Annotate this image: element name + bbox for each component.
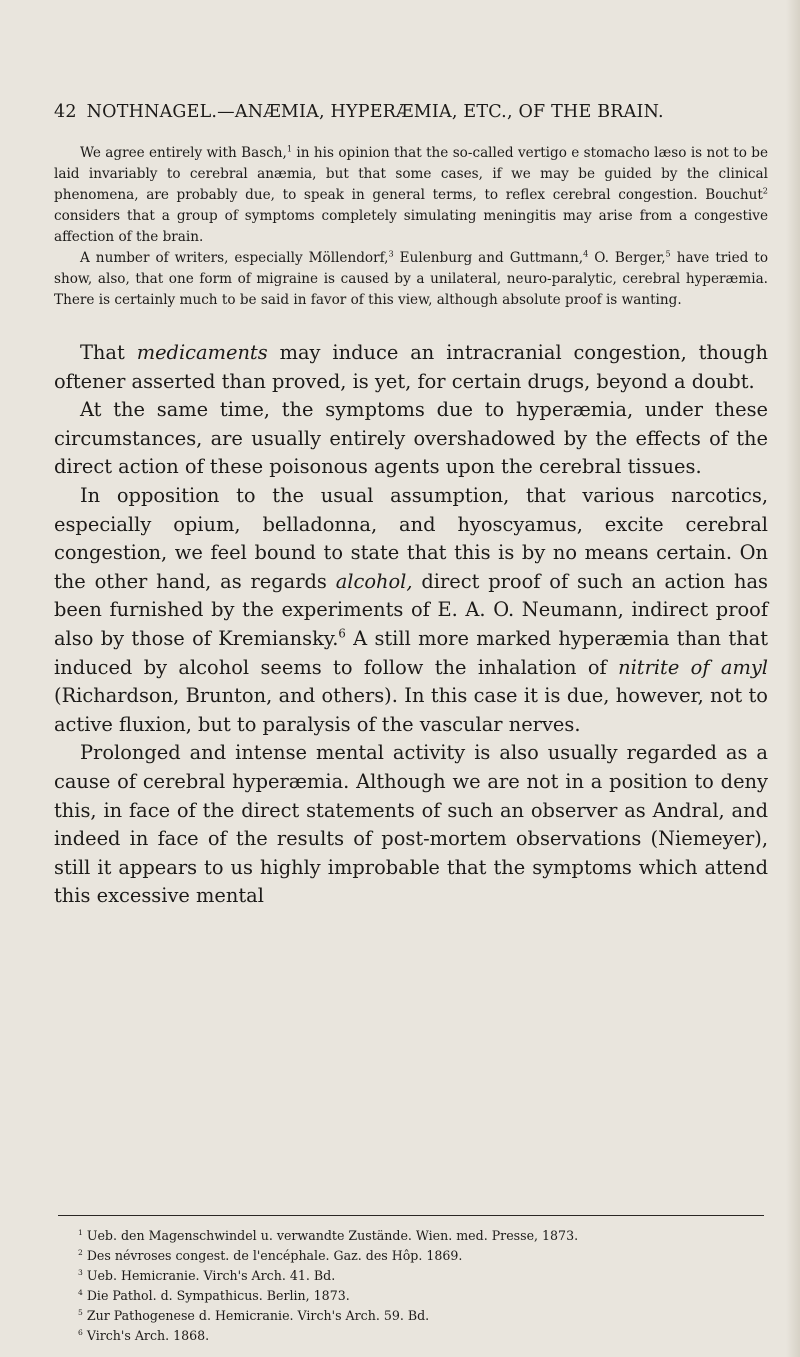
text-run: direct proof of such an action has been furnished by the experiments of E. A. O. Neumann, indirect proof also by those of Kremiansky. xyxy=(54,569,768,650)
footnote-text: Zur Pathogenese d. Hemicranie. Virch's Arch. 59. Bd. xyxy=(86,1308,430,1323)
footnote-text: Des névroses congest. de l'encéphale. Gaz. des Hôp. 1869. xyxy=(86,1248,463,1263)
footnote-reference: 2 xyxy=(762,185,768,196)
footnote-text: Ueb. Hemicranie. Virch's Arch. 41. Bd. xyxy=(86,1268,336,1283)
footnote-text: Virch's Arch. 1868. xyxy=(86,1328,210,1343)
page-number: 42 xyxy=(54,102,77,122)
footnote-number: 1 xyxy=(78,1227,83,1237)
footnote xyxy=(78,1246,768,1266)
paragraph-mental-activity xyxy=(54,739,768,911)
paragraph-medicaments xyxy=(54,339,768,396)
page-edge-shadow xyxy=(786,0,800,1357)
footnote-reference: 6 xyxy=(338,626,346,641)
italic-term: alcohol, xyxy=(335,569,413,593)
text-run: We agree entirely with Basch, xyxy=(80,145,287,161)
footnote-number: 3 xyxy=(78,1267,83,1277)
footnote xyxy=(78,1306,768,1326)
footnote xyxy=(78,1286,768,1306)
footnote-text: Die Pathol. d. Sympathicus. Berlin, 1873. xyxy=(86,1288,350,1303)
text-run: (Richardson, Brunton, and others). In this case it is due, however, not to active fluxion, but to paralysis of the vascular nerves. xyxy=(54,684,768,736)
main-text-block xyxy=(54,339,768,911)
text-run: A still more marked hyperæmia than that induced by alcohol seems to follow the inhalation of xyxy=(54,626,768,679)
text-run: have tried to show, also, that one form of migraine is caused by a unilateral, neuro-paralytic, cerebral hyperæmia. There is certainly much to be said in favor of this view, although absolute proof is wanting. xyxy=(54,250,769,308)
paragraph-symptoms-overshadowed xyxy=(54,396,768,482)
paragraph-narcotics-alcohol xyxy=(54,482,768,739)
footnote-reference: 1 xyxy=(286,143,293,154)
text-run: A number of writers, especially Möllendorf, xyxy=(80,250,389,266)
italic-term: nitrite of amyl xyxy=(618,655,768,679)
text-run: may induce an intracranial congestion, though oftener asserted than proved, is yet, for certain drugs, beyond a doubt. xyxy=(54,341,768,393)
text-run: O. Berger, xyxy=(588,250,666,266)
footnote-number: 4 xyxy=(78,1287,83,1297)
footnote-number: 2 xyxy=(78,1247,83,1257)
footnote-reference: 5 xyxy=(665,248,671,259)
footnote-text: Ueb. den Magenschwindel u. verwandte Zustände. Wien. med. Presse, 1873. xyxy=(86,1228,579,1243)
footnote xyxy=(78,1266,768,1286)
running-title: NOTHNAGEL.—ANÆMIA, HYPERÆMIA, ETC., OF THE BRAIN. xyxy=(86,102,664,122)
text-run: Prolonged and intense mental activity is also usually regarded as a cause of cerebral hyperæmia. Although we are not in a position to deny this, in face of the direct statements of such an observer as Andral, and indeed in face of the results of post-mortem observations (Niemeyer), still it appears to us highly improbable that the symptoms which attend this excessive mental xyxy=(54,741,768,908)
footnote-number: 6 xyxy=(78,1327,83,1337)
footnote-reference: 4 xyxy=(583,248,589,259)
footnote xyxy=(78,1326,768,1346)
paragraph-basch-vertigo xyxy=(54,143,768,248)
text-run: In opposition to the usual assumption, that various narcotics, especially opium, belladonna, and hyoscyamus, excite cerebral congestion, we feel bound to state that this is by no means certain. On the other hand, as regards xyxy=(54,483,768,593)
text-run: Eulenburg and Guttmann, xyxy=(393,250,584,266)
footnote xyxy=(78,1226,768,1246)
text-run: At the same time, the symptoms due to hyperæmia, under these circumstances, are usually entirely overshadowed by the effects of the direct action of these poisonous agents upon the cerebral tissues. xyxy=(54,398,768,479)
text-run: That xyxy=(80,341,137,364)
footnote-divider xyxy=(58,1215,764,1216)
footnotes xyxy=(78,1226,768,1346)
text-run: considers that a group of symptoms completely simulating meningitis may arise from a congestive affection of the brain. xyxy=(54,208,768,245)
footnote-number: 5 xyxy=(78,1307,83,1317)
footnote-reference: 3 xyxy=(388,248,394,259)
text-run: in his opinion that the so-called vertigo e stomacho læso is not to be laid invariably to cerebral anæmia, but that some cases, if we may be guided by the clinical phenomena, are probably due, to speak in general terms, to reflex cerebral congestion. Bouchut xyxy=(54,145,769,203)
small-print-block xyxy=(54,143,768,311)
running-header xyxy=(54,102,774,122)
paragraph-migraine xyxy=(54,248,768,311)
italic-term: medicaments xyxy=(136,341,268,364)
